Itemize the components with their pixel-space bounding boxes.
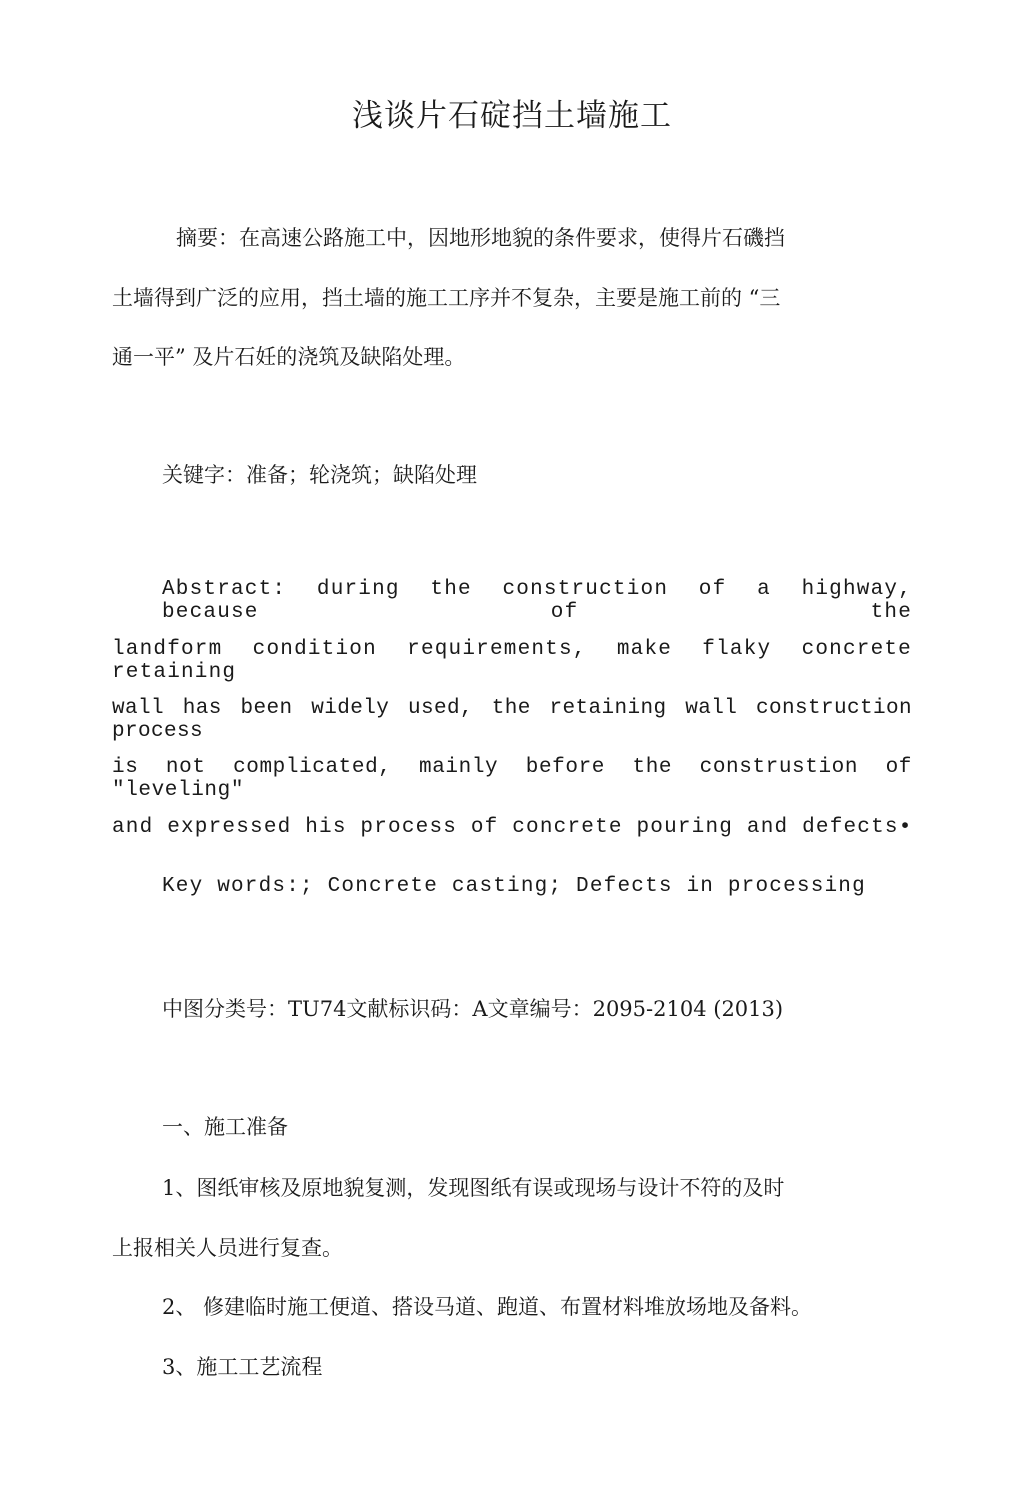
section-heading-preparation: 一、施工准备 [162,1115,288,1139]
item-1-line-2: 上报相关人员进行复查。 [112,1236,343,1260]
abstract-cn-line-2: 土墙得到广泛的应用，挡土墙的施工工序并不复杂，主要是施工前的 “三 [112,286,781,310]
keywords-en: Key words:; Concrete casting; Defects in processing [162,875,866,898]
abstract-en-line-2: landform condition requirements, make flaky concrete retaining [112,638,912,684]
abstract-en-line-1: Abstract: during the construction of a highway, because of the [162,578,912,624]
classification-line: 中图分类号：TU74文献标识码：A文章编号：2095-2104 (2013) [162,997,784,1021]
abstract-en-line-3: wall has been widely used, the retaining wall construction process [112,697,912,743]
abstract-en-line-4: is not complicated, mainly before the construstion of "leveling" [112,756,912,802]
keywords-cn: 关键字：准备；轮浇筑；缺陷处理 [162,463,477,487]
item-1-line-1: 1、图纸审核及原地貌复测，发现图纸有误或现场与设计不符的及时 [162,1176,785,1200]
document-title: 浅谈片石碇挡土墙施工 [352,98,672,134]
item-2: 2、 修建临时施工便道、搭设马道、跑道、布置材料堆放场地及备料。 [162,1295,813,1319]
item-3: 3、施工工艺流程 [162,1355,323,1379]
abstract-cn-line-3: 通一平” 及片石妊的浇筑及缺陷处理。 [112,345,466,369]
abstract-en-line-5: and expressed his process of concrete pouring and defects• [112,816,913,839]
abstract-cn-line-1: 摘要：在高速公路施工中，因地形地貌的条件要求，使得片石磯挡 [176,226,785,250]
